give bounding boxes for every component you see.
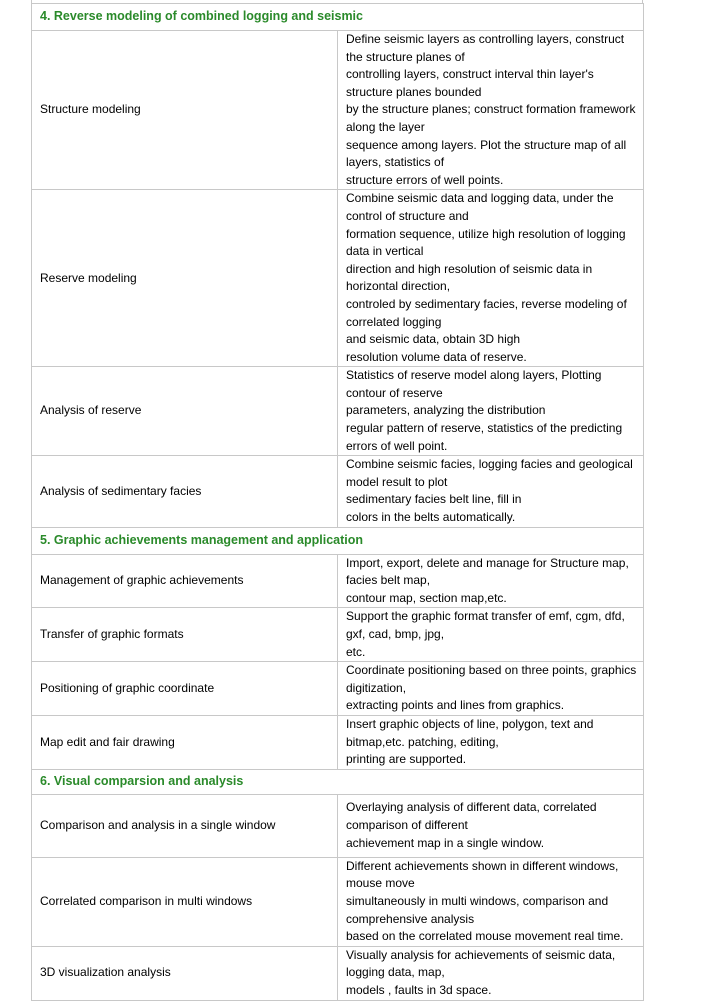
- feature-name: Transfer of graphic formats: [32, 608, 338, 662]
- feature-name: Comparison and analysis in a single window: [32, 794, 338, 857]
- description-line: Different achievements shown in different windows, mouse move: [346, 858, 619, 891]
- table-row: [32, 31, 644, 190]
- description-line: and seismic data, obtain 3D high: [346, 332, 521, 347]
- description-line: Combine seismic facies, logging facies and geological model result to plot: [346, 457, 633, 489]
- description-line: by the structure planes; construct formation framework along the layer: [346, 102, 636, 134]
- description-line: direction and high resolution of seismic data in horizontal direction,: [346, 261, 593, 294]
- section-header-row: [32, 769, 644, 794]
- description-line: colors in the belts automatically.: [346, 510, 516, 525]
- feature-description: [338, 946, 644, 1000]
- feature-description: [338, 31, 644, 190]
- feature-name: Structure modeling: [32, 31, 338, 190]
- table-row: [32, 190, 644, 367]
- table-row: [32, 662, 644, 716]
- table-row: [32, 857, 644, 946]
- description-line: controlling layers, construct interval thin layer's structure planes bounded: [346, 67, 594, 99]
- description-line: parameters, analyzing the distribution: [346, 403, 546, 418]
- section-header-row: [32, 527, 644, 554]
- section-title: 5. Graphic achievements management and application: [32, 527, 644, 554]
- description-line: Insert graphic objects of line, polygon, text and bitmap,etc. patching, editing,: [346, 716, 594, 749]
- feature-name: Correlated comparison in multi windows: [32, 857, 338, 946]
- section-header-row: [32, 4, 644, 31]
- description-line: Import, export, delete and manage for Structure map, facies belt map,: [346, 555, 629, 588]
- feature-description: [338, 367, 644, 456]
- table-row: [32, 946, 644, 1000]
- feature-description: [338, 857, 644, 946]
- description-line: simultaneously in multi windows, comparison and comprehensive analysis: [346, 893, 609, 926]
- feature-name: Positioning of graphic coordinate: [32, 662, 338, 716]
- description-line: sedimentary facies belt line, fill in: [346, 492, 522, 507]
- description-line: models , faults in 3d space.: [346, 982, 492, 997]
- description-line: achievement map in a single window.: [346, 835, 545, 850]
- feature-description: [338, 715, 644, 769]
- feature-name: Analysis of sedimentary facies: [32, 456, 338, 527]
- table-row: [32, 367, 644, 456]
- description-line: Combine seismic data and logging data, under the control of structure and: [346, 191, 614, 223]
- feature-name: Management of graphic achievements: [32, 554, 338, 608]
- description-line: resolution volume data of reserve.: [346, 349, 527, 364]
- description-line: extracting points and lines from graphics.: [346, 698, 565, 713]
- feature-description: [338, 554, 644, 608]
- feature-description: [338, 190, 644, 367]
- description-line: sequence among layers. Plot the structure map of all layers, statistics of: [346, 137, 627, 170]
- feature-name: Reserve modeling: [32, 190, 338, 367]
- description-line: Statistics of reserve model along layers, Plotting contour of reserve: [346, 368, 602, 400]
- description-line: formation sequence, utilize high resolution of logging data in vertical: [346, 226, 626, 259]
- table-row: [32, 794, 644, 857]
- feature-name: Map edit and fair drawing: [32, 715, 338, 769]
- feature-description: [338, 662, 644, 716]
- feature-description: [338, 608, 644, 662]
- description-line: contour map, section map,etc.: [346, 590, 507, 605]
- feature-name: Analysis of reserve: [32, 367, 338, 456]
- feature-table: [31, 3, 644, 1001]
- feature-table-body: [32, 4, 644, 1001]
- description-line: Coordinate positioning based on three points, graphics digitization,: [346, 663, 637, 695]
- description-line: Support the graphic format transfer of emf, cgm, dfd, gxf, cad, bmp, jpg,: [346, 609, 625, 641]
- table-row: [32, 608, 644, 662]
- section-title: 6. Visual comparsion and analysis: [32, 769, 644, 794]
- description-line: printing are supported.: [346, 752, 467, 767]
- description-line: etc.: [346, 644, 366, 659]
- table-row: [32, 456, 644, 527]
- description-line: Define seismic layers as controlling layers, construct the structure planes of: [346, 32, 625, 64]
- description-line: controled by sedimentary facies, reverse modeling of correlated logging: [346, 296, 627, 329]
- table-row: [32, 715, 644, 769]
- feature-description: [338, 794, 644, 857]
- description-line: based on the correlated mouse movement real time.: [346, 929, 624, 944]
- description-line: regular pattern of reserve, statistics of the predicting errors of well point.: [346, 421, 623, 453]
- description-line: structure errors of well points.: [346, 172, 504, 187]
- feature-description: [338, 456, 644, 527]
- section-title: 4. Reverse modeling of combined logging and seismic: [32, 4, 644, 31]
- description-line: Overlaying analysis of different data, correlated comparison of different: [346, 800, 597, 832]
- feature-name: 3D visualization analysis: [32, 946, 338, 1000]
- table-row: [32, 554, 644, 608]
- description-line: Visually analysis for achievements of seismic data, logging data, map,: [346, 947, 616, 980]
